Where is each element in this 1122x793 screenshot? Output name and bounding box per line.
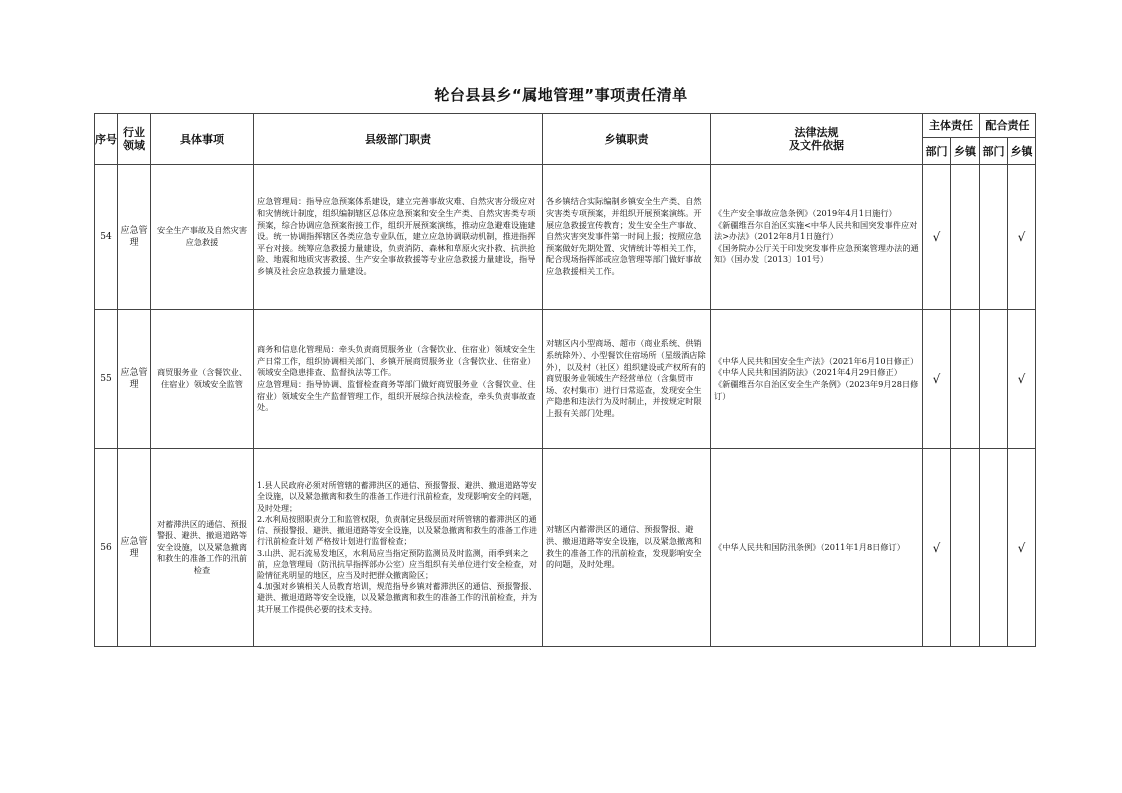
header-item: 具体事项	[151, 114, 254, 165]
row-industry: 应急管理	[118, 310, 151, 449]
row-main-town-mark	[951, 165, 980, 310]
row-legal-basis: 《中华人民共和国安全生产法》（2021年6月10日修正） 《中华人民共和国消防法》（2021年4月29日修正） 《新疆维吾尔自治区安全生产条例》（2023年9月28日修订）	[711, 310, 923, 449]
row-coop-dept-mark	[980, 449, 1008, 647]
row-town-duty: 对辖区内蓄滞洪区的通信、预报警报、避洪、撤退道路等安全设施，以及紧急撤离和救生的准备工作的汛前检查，发现影响安全的问题，及时处理。	[543, 449, 711, 647]
row-town-duty: 各乡镇结合实际编制乡镇安全生产类、自然灾害类专项预案，并组织开展预案演练。开展应急救援宣传教育；发生安全生产事故、自然灾害突发事件第一时间上报；按照应急预案做好先期处置、灾情统计等相关工作，配合现场指挥部或应急管理等部门做好事故应急救援相关工作。	[543, 165, 711, 310]
row-county-duty: 1.县人民政府必须对所管辖的蓄滞洪区的通信、预报警报、避洪、撤退道路等安全设施，以及紧急撤离和救生的准备工作进行汛前检查，发现影响安全的问题，及时处理； 2.水利局按照职责分工和监管权限，负责制定县级层面对所管辖的蓄滞洪区的通信、预报警报、避洪、撤退道路等安全设施，以及紧急撤离和救生的准备工作进行汛前检查计划 严格按计划进行监督检查； 3.山洪、泥石流易发地区，水利局应当指定预防监测员及时监测，雨季到来之前，应急管理局（防汛抗旱指挥部办公室）应当组织有关单位进行安全检查，对险情征兆明显的地区，应当及时把群众撤离险区； 4.加强对乡镇相关人员教育培训，规范指导乡镇对蓄滞洪区的通信、预报警报、避洪、撤退道路等安全设施，以及紧急撤离和救生的准备工作的汛前检查，并为其开展工作提供必要的技术支持。	[254, 449, 543, 647]
row-main-town-mark	[951, 310, 980, 449]
row-county-duty: 应急管理局：指导应急预案体系建设，建立完善事故灾难、自然灾害分级应对和灾情统计制度，组织编制辖区总体应急预案和安全生产类、自然灾害类专项预案，综合协调应急预案衔接工作，组织开展预案演练，推动应急避难设施建设。统一协调指挥辖区各类应急专业队伍，建立应急协调联动机制，推进指挥平台对接。统筹应急救援力量建设，负责消防、森林和草原火灾扑救、抗洪抢险、地震和地质灾害救援、生产安全事故救援等专业应急救援力量建设，指导乡镇及社会应急救援力量建设。	[254, 165, 543, 310]
header-row-1	[95, 114, 1036, 138]
row-legal-basis: 《生产安全事故应急条例》（2019年4月1日施行） 《新疆维吾尔自治区实施<中华人民共和国突发事件应对法>办法》（2012年8月1日施行） 《国务院办公厅关于印发突发事件应急预案管理办法的通知》（国办发〔2013〕101号）	[711, 165, 923, 310]
row-coop-town-mark: √	[1008, 165, 1036, 310]
row-legal-basis: 《中华人民共和国防汛条例》（2011年1月8日修订）	[711, 449, 923, 647]
header-coop-township: 乡镇	[1008, 138, 1036, 165]
header-town-duty: 乡镇职责	[543, 114, 711, 165]
row-number: 54	[95, 165, 118, 310]
document-title: 轮台县县乡“属地管理”事项责任清单	[434, 86, 688, 104]
header-main-dept: 部门	[923, 138, 951, 165]
row-town-duty: 对辖区内小型商场、超市（商业系统、供销系统除外）、小型餐饮住宿场所（星级酒店除外），以及村（社区）组织建设或产权所有的商贸服务业领域生产经营单位（含集贸市场、农村集市）进行日常巡查，发现安全生产隐患和违法行为及时制止，并按规定时限上报有关部门处理。	[543, 310, 711, 449]
table-row	[95, 310, 1036, 449]
row-item: 商贸服务业（含餐饮业、住宿业）领域安全监管	[151, 310, 254, 449]
header-county-duty: 县级部门职责	[254, 114, 543, 165]
header-coop-dept: 部门	[980, 138, 1008, 165]
row-item: 对蓄滞洪区的通信、预报警报、避洪、撤退道路等安全设施，以及紧急撤离和救生的准备工作的汛前检查	[151, 449, 254, 647]
header-industry: 行业领域	[118, 114, 151, 165]
row-coop-dept-mark	[980, 310, 1008, 449]
row-main-town-mark	[951, 449, 980, 647]
row-industry: 应急管理	[118, 165, 151, 310]
row-coop-town-mark: √	[1008, 449, 1036, 647]
row-coop-dept-mark	[980, 165, 1008, 310]
header-seq: 序号	[95, 114, 118, 165]
table-row	[95, 449, 1036, 647]
header-main-responsibility: 主体责任	[923, 114, 980, 138]
row-main-dept-mark: √	[923, 310, 951, 449]
row-main-dept-mark: √	[923, 165, 951, 310]
row-county-duty: 商务和信息化管理局：牵头负责商贸服务业（含餐饮业、住宿业）领域安全生产日常工作，组织协调相关部门、乡镇开展商贸服务业（含餐饮业、住宿业）领域安全隐患排查、监督执法等工作。 应急管理局：指导协调、监督检查商务等部门做好商贸服务业（含餐饮业、住宿业）领域安全生产监督管理工作，组织开展综合执法检查，牵头负责事故查处。	[254, 310, 543, 449]
table-row	[95, 165, 1036, 310]
row-number: 55	[95, 310, 118, 449]
row-number: 56	[95, 449, 118, 647]
header-legal-basis: 法律法规 及文件依据	[711, 114, 923, 165]
header-main-township: 乡镇	[951, 138, 980, 165]
row-item: 安全生产事故及自然灾害应急救援	[151, 165, 254, 310]
row-industry: 应急管理	[118, 449, 151, 647]
responsibility-table	[94, 113, 1036, 647]
row-main-dept-mark: √	[923, 449, 951, 647]
header-coop-responsibility: 配合责任	[980, 114, 1036, 138]
row-coop-town-mark: √	[1008, 310, 1036, 449]
